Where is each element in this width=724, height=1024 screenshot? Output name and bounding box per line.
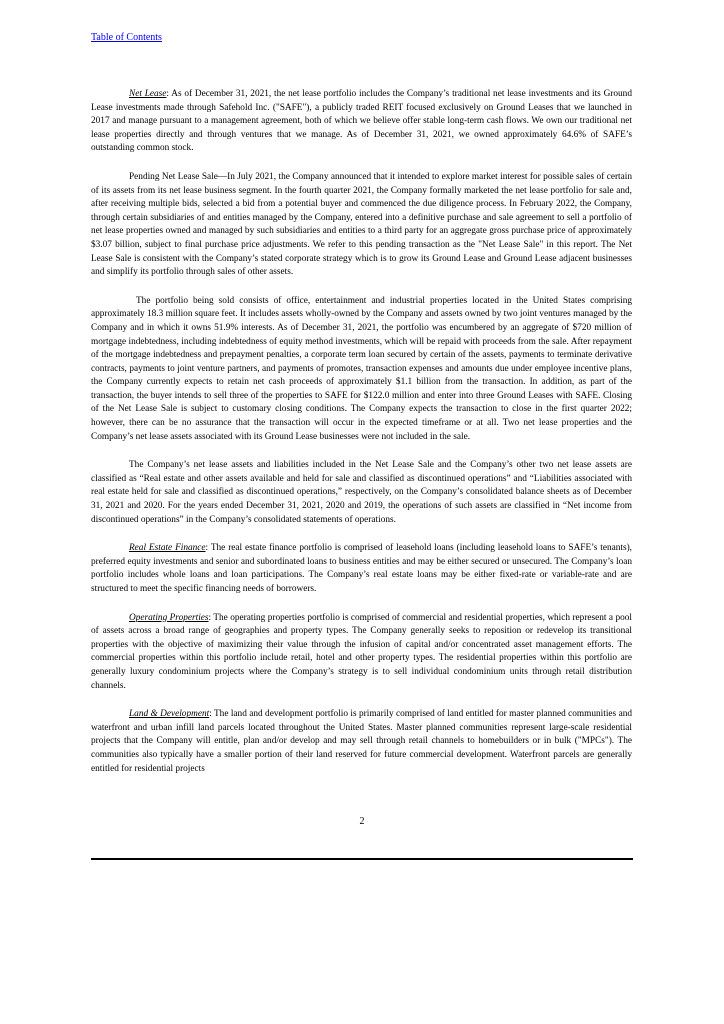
paragraph-text: The Company’s net lease assets and liabilities included in the Net Lease Sale and the Company’s other two net lease assets are classified as “Real estate and other assets available and held for sale and classified as discontinued operations” and “Liabilities associated with real estate held for sale and classified as discontinued operations,” respectively, on the Company’s consolidated balance sheets as of December 31, 2021 and 2020. For the years ended December 31, 2021, 2020 and 2019, the operations of such assets are classified in “Net income from discontinued operations” in the Company’s consolidated statements of operations. [91,460,632,525]
paragraph-land-development [91,708,632,776]
paragraph-classification [91,459,632,527]
paragraph-portfolio-sold [91,295,632,445]
paragraph-text: : As of December 31, 2021, the net lease portfolio includes the Company’s traditional net lease investments and its Ground Lease investments made through Safehold Inc. ("SAFE"), a publicly traded REIT focused exclusively on Ground Leases that we launched in 2017 and manage pursuant to a management agreement, both of which we believe offer stable long-term cash flows. We own our traditional net lease properties directly and through ventures that we manage. As of December 31, 2021, we owned approximately 64.6% of SAFE’s outstanding common stock. [91,89,632,154]
heading-land-development: Land & Development [129,709,210,720]
paragraph-operating-properties [91,612,632,694]
paragraph-real-estate-finance [91,542,632,596]
heading-real-estate-finance: Real Estate Finance [129,543,206,554]
heading-operating-properties: Operating Properties [129,612,209,623]
paragraph-pending-net-lease-sale [91,171,632,280]
paragraph-text: : The operating properties portfolio is comprised of commercial and residential properties, which represent a pool of assets across a broad range of geographies and property types. The Company generally seeks to reposition or redevelop its transitional properties with the objective of maximizing their value through the infusion of capital and/or concentrated asset management efforts. The commercial properties within this portfolio include retail, hotel and other property types. The residential properties within this portfolio are generally luxury condominium projects where the Company’s strategy is to sell individual condominium units through retail distribution channels. [91,612,632,691]
page-divider [91,858,633,860]
paragraph-text: : The land and development portfolio is primarily comprised of land entitled for master planned communities and waterfront and urban infill land parcels located throughout the United States. Master planned communities represent large-scale residential projects that the Company will entitle, plan and/or develop and may sell through retail channels to homebuilders or in bulk ("MPCs"). The communities also typically have a smaller portion of their land reserved for future commercial development. Waterfront parcels are generally entitled for residential projects [91,709,632,774]
paragraph-net-lease [91,88,632,156]
paragraph-text: The portfolio being sold consists of office, entertainment and industrial properties located in the United States comprising approximately 18.3 million square feet. It includes assets wholly-owned by the Company and assets owned by two joint ventures managed by the Company and in which it owns 51.9% interests. As of December 31, 2021, the portfolio was encumbered by an aggregate of $720 million of mortgage indebtedness, including indebtedness of equity method investments, which will be repaid with proceeds from the sale. After repayment of the mortgage indebtedness and prepayment penalties, a corporate term loan secured by certain of the assets, payments to terminate derivative contracts, payments to joint venture partners, and payments of promotes, transaction expenses and amounts due under employee incentive plans, the Company currently expects to retain net cash proceeds of approximately $1.1 billion from the transaction. In addition, as part of the transaction, the buyer intends to sell three of the properties to SAFE for $122.0 million and enter into three Ground Leases with SAFE. Closing of the Net Lease Sale is subject to customary closing conditions. The Company expects the transaction to close in the first quarter 2022; however, there can be no assurance that the transaction will occur in the expected timeframe or at all. Two net lease properties and the Company’s net lease assets associated with its Ground Lease businesses were not included in the sale. [91,295,632,442]
paragraph-text: : The real estate finance portfolio is comprised of leasehold loans (including leasehold loans to SAFE’s tenants), preferred equity investments and senior and subordinated loans to business entities and may be either secured or unsecured. The Company’s loan portfolio includes whole loans and loan participations. The Company’s real estate loans may be either fixed-rate or variable-rate and are structured to meet the specific financing needs of borrowers. [91,543,632,594]
paragraph-text: Pending Net Lease Sale—In July 2021, the Company announced that it intended to explore market interest for possible sales of certain of its assets from its net lease business segment. In the fourth quarter 2021, the Company formally marketed the net lease portfolio for sale and, after receiving multiple bids, selected a bid from a potential buyer and commenced the due diligence process. In February 2022, the Company, through certain subsidiaries of and entities managed by the Company, entered into a definitive purchase and sale agreement to sell a portfolio of net lease properties owned and managed by such subsidiaries and entities to a third party for an aggregate gross purchase price of approximately $3.07 billion, subject to final purchase price adjustments. We refer to this pending transaction as the "Net Lease Sale" in this report. The Net Lease Sale is consistent with the Company’s stated corporate strategy which is to grow its Ground Lease and Ground Lease adjacent businesses and simplify its portfolio through sales of other assets. [91,171,632,278]
page-number: 2 [359,816,365,827]
table-of-contents-link[interactable]: Table of Contents [91,32,162,43]
heading-net-lease: Net Lease [129,89,167,99]
document-body [91,88,632,791]
